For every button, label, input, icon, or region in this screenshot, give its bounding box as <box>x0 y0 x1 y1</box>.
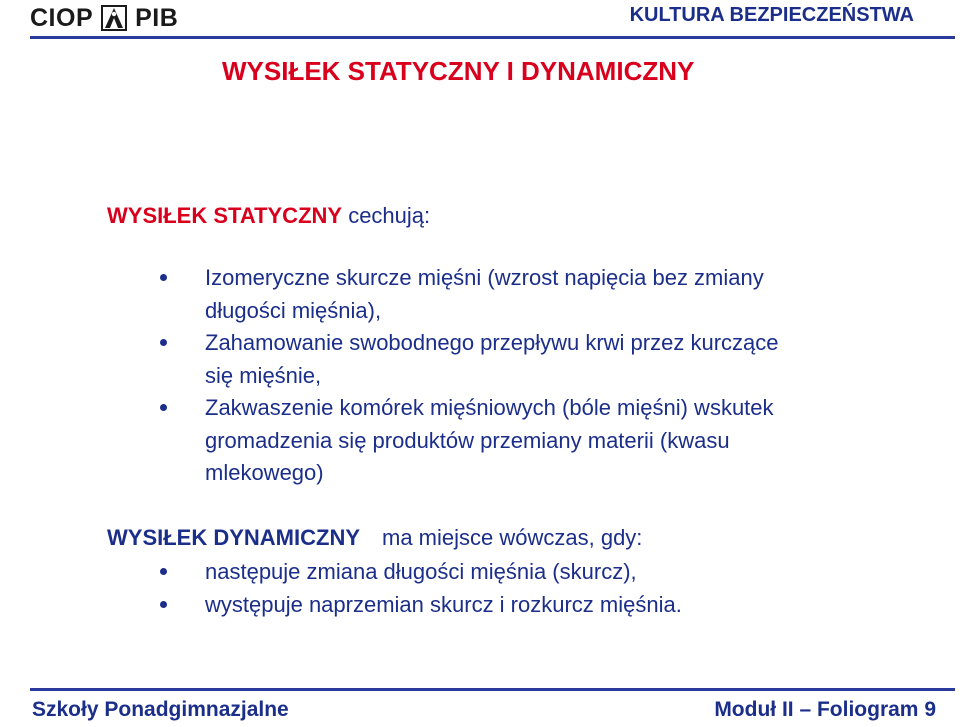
bullet-icon <box>160 274 167 281</box>
bullet-icon <box>160 601 167 608</box>
slide-title: WYSIŁEK STATYCZNY I DYNAMICZNY <box>222 56 695 86</box>
list-item <box>160 327 800 392</box>
dynamic-effort-heading <box>107 524 642 551</box>
header-title: KULTURA BEZPIECZEŃSTWA <box>629 4 914 26</box>
logo-text-ciop: CIOP <box>30 3 94 32</box>
list-item-text: Zahamowanie swobodnego przepływu krwi przez kurczące się mięśnie, <box>205 330 779 388</box>
dynamic-effort-list <box>160 556 800 621</box>
static-effort-intro: cechują: <box>342 203 431 228</box>
footer-module-slide: Moduł II – Foliogram 9 <box>714 698 936 721</box>
static-effort-heading <box>107 202 430 229</box>
list-item-text: występuje naprzemian skurcz i rozkurcz mięśnia. <box>205 591 682 617</box>
footer-school-level: Szkoły Ponadgimnazjalne <box>32 698 289 721</box>
list-item <box>160 556 800 589</box>
list-item-text: następuje zmiana długości mięśnia (skurcz), <box>205 559 637 584</box>
ciop-logo-mark-icon <box>101 5 127 31</box>
list-item <box>160 589 800 622</box>
bullet-icon <box>160 339 167 346</box>
list-item <box>160 392 800 490</box>
bullet-icon <box>160 404 167 411</box>
bullet-icon <box>160 568 167 575</box>
list-item-text: Izomeryczne skurcze mięśni (wzrost napięcia bez zmiany długości mięśnia), <box>205 265 764 323</box>
logo-text-pib: PIB <box>135 3 179 32</box>
dynamic-effort-keyword: WYSIŁEK DYNAMICZNY <box>107 525 360 550</box>
footer-divider <box>30 688 955 691</box>
dynamic-effort-intro: ma miejsce wówczas, gdy: <box>382 525 643 550</box>
header-divider <box>30 36 955 39</box>
ciop-pib-logo <box>30 3 178 33</box>
static-effort-list <box>160 262 800 490</box>
list-item <box>160 262 800 327</box>
list-item-text: Zakwaszenie komórek mięśniowych (bóle mięśni) wskutek gromadzenia się produktów przemiany materii (kwasu mlekowego) <box>205 395 774 485</box>
static-effort-keyword: WYSIŁEK STATYCZNY <box>107 203 343 228</box>
